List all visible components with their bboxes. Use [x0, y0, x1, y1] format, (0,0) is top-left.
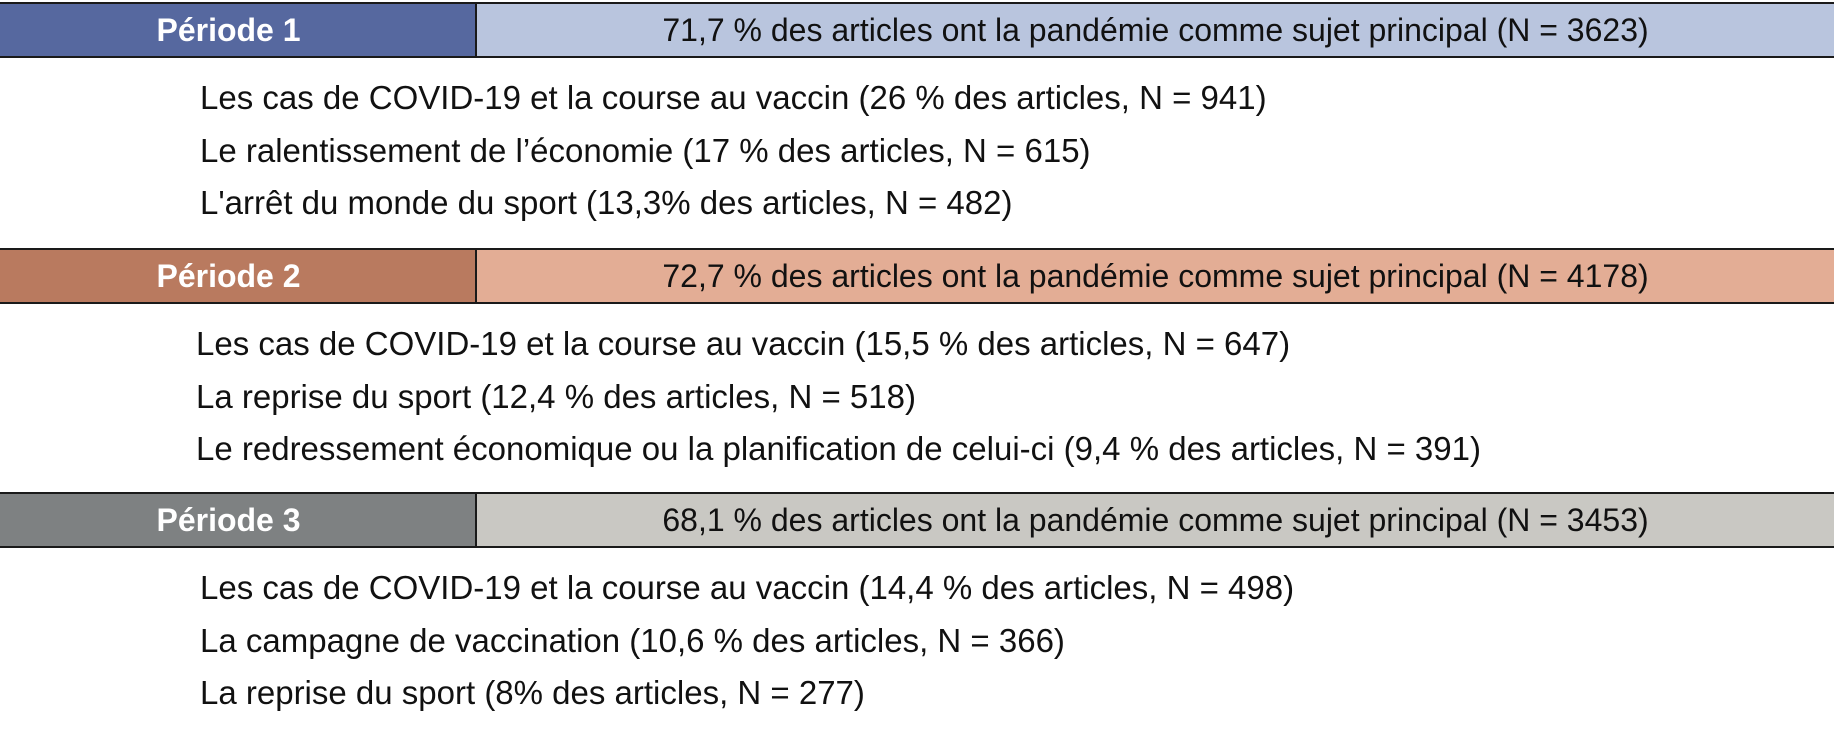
period-1-label: Période 1 — [0, 4, 477, 56]
topic-item: Les cas de COVID-19 et la course au vaccin (14,4 % des articles, N = 498) — [200, 569, 1295, 606]
topic-item: Le redressement économique ou la planification de celui-ci (9,4 % des articles, N = 391) — [196, 430, 1481, 467]
topic-item: Les cas de COVID-19 et la course au vaccin (15,5 % des articles, N = 647) — [196, 325, 1291, 362]
period-3-summary: 68,1 % des articles ont la pandémie comme sujet principal (N = 3453) — [477, 494, 1834, 546]
topic-item: La reprise du sport (8% des articles, N = 277) — [200, 674, 865, 711]
period-1-summary: 71,7 % des articles ont la pandémie comme sujet principal (N = 3623) — [477, 4, 1834, 56]
period-2-label: Période 2 — [0, 250, 477, 302]
topic-item: Le ralentissement de l’économie (17 % des articles, N = 615) — [200, 132, 1091, 169]
period-2-summary: 72,7 % des articles ont la pandémie comme sujet principal (N = 4178) — [477, 250, 1834, 302]
topic-item: L'arrêt du monde du sport (13,3% des articles, N = 482) — [200, 184, 1013, 221]
period-3-header — [0, 492, 1834, 548]
topic-item: Les cas de COVID-19 et la course au vaccin (26 % des articles, N = 941) — [200, 79, 1267, 116]
period-3-label: Période 3 — [0, 494, 477, 546]
topic-item: La reprise du sport (12,4 % des articles, N = 518) — [196, 378, 916, 415]
period-2-header — [0, 248, 1834, 304]
period-1-header — [0, 2, 1834, 58]
topic-item: La campagne de vaccination (10,6 % des articles, N = 366) — [200, 622, 1065, 659]
